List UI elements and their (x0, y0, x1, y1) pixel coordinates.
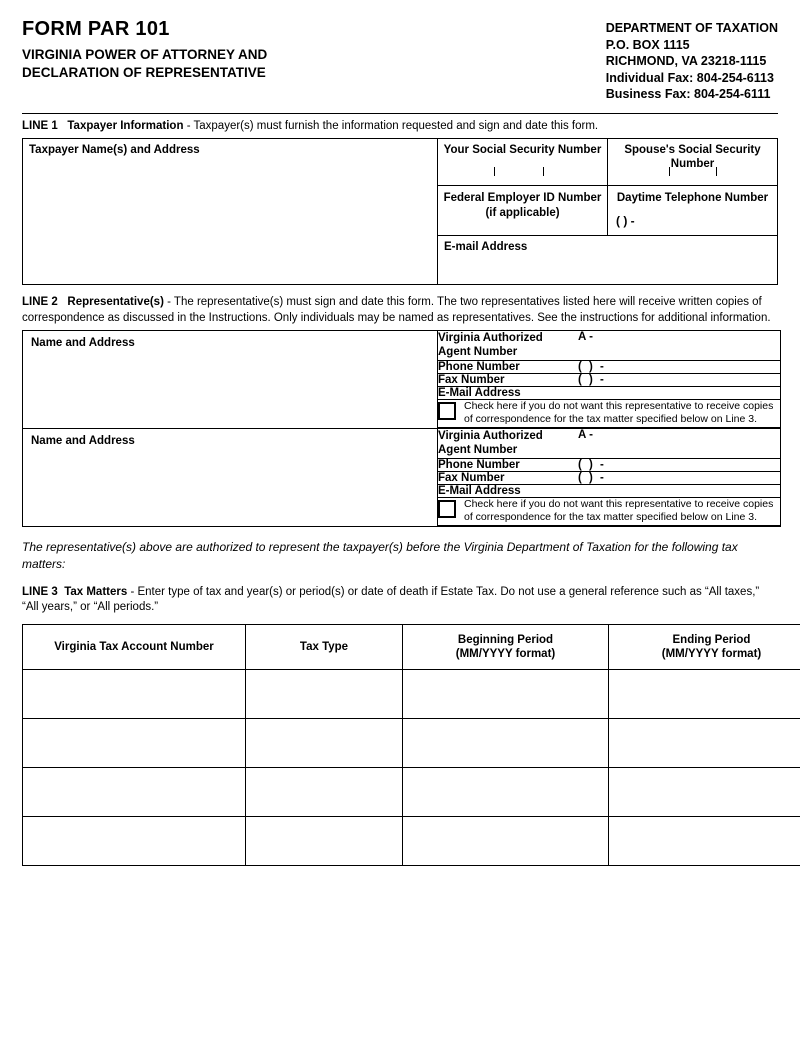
cell-tax-type[interactable] (246, 670, 403, 719)
column-header-ending-period-line2: (MM/YYYY format) (661, 648, 762, 661)
rep1-optout-text: Check here if you do not want this representative to receive copies of correspondence for the tax matter specified below on Line 3. (464, 399, 774, 426)
rep1-agent-label-line2: Agent Number (438, 346, 518, 359)
line1-heading-bold: Taxpayer Information (67, 119, 184, 132)
form-title-line-2: DECLARATION OF REPRESENTATIVE (22, 65, 266, 81)
line2-label: LINE 2 (22, 296, 58, 309)
cell-beginning-period[interactable] (403, 768, 609, 817)
form-number: FORM PAR 101 (22, 18, 170, 40)
column-header-beginning-period (403, 624, 609, 670)
cell-tax-type[interactable] (246, 768, 403, 817)
rep2-optout-cell[interactable] (438, 497, 780, 525)
column-header-account-number-line1: Virginia Tax Account Number (54, 640, 214, 653)
line1-heading-rest: - Taxpayer(s) must furnish the information requested and sign and date this form. (186, 119, 599, 132)
rep2-optout-checkbox[interactable] (438, 500, 456, 518)
cell-ending-period[interactable] (609, 670, 800, 719)
line2-heading-rest: - The representative(s) must sign and date this form. The two representatives listed here will receive written copies of correspondence as discussed in the Instructions. Only individuals may be named as representatives. See the instructions for additional information. (22, 296, 771, 324)
rep1-details-table (438, 331, 780, 428)
rep2-name-address-label: Name and Address (31, 435, 135, 448)
rep1-optout-checkbox[interactable] (438, 402, 456, 420)
rep1-agent-label-line1: Virginia Authorized (438, 332, 543, 345)
line3-heading-rest: - Enter type of tax and year(s) or period(s) or date of death if Estate Tax. Do not use a general reference such as “All taxes,” “All years,” or “All periods.” (22, 585, 760, 614)
form-title-block (22, 18, 267, 82)
cell-ending-period[interactable] (609, 817, 800, 866)
department-po-box: P.O. BOX 1115 (605, 37, 690, 52)
cell-account-number[interactable] (23, 768, 246, 817)
authorization-paragraph: The representative(s) above are authorized to represent the taxpayer(s) before the Virginia Department of Taxation for the following tax matters: (22, 540, 738, 571)
rep2-phone-field[interactable]: ( ) - (578, 458, 780, 471)
rep2-agent-label-line2: Agent Number (438, 444, 518, 457)
department-business-fax: Business Fax: 804-254-6111 (605, 87, 771, 101)
cell-beginning-period[interactable] (403, 670, 609, 719)
cell-beginning-period[interactable] (403, 719, 609, 768)
line2-heading (22, 295, 778, 326)
spouse-ssn-cell[interactable] (608, 139, 778, 186)
representative-row (23, 331, 781, 429)
taxpayer-name-address-label: Taxpayer Name(s) and Address (29, 144, 200, 157)
rep1-agent-number-label (438, 331, 578, 360)
rep1-name-address-label: Name and Address (31, 337, 135, 350)
email-address-cell[interactable] (438, 235, 778, 284)
rep2-agent-number-field[interactable]: A - (578, 429, 780, 458)
cell-account-number[interactable] (23, 670, 246, 719)
rep1-phone-field[interactable]: ( ) - (578, 360, 780, 373)
cell-account-number[interactable] (23, 719, 246, 768)
department-city-state-zip: RICHMOND, VA 23218-1115 (605, 54, 767, 68)
column-header-beginning-period-line1: Beginning Period (457, 633, 554, 646)
rep2-agent-label-line1: Virginia Authorized (438, 430, 543, 443)
daytime-phone-mask: ( ) - (616, 213, 635, 228)
cell-ending-period[interactable] (609, 719, 800, 768)
table-row (23, 817, 800, 866)
line3-label: LINE 3 (22, 585, 58, 598)
fein-label-line2: (if applicable) (485, 206, 560, 219)
column-header-ending-period (609, 624, 800, 670)
line2-table (22, 330, 781, 527)
department-individual-fax: Individual Fax: 804-254-6113 (605, 70, 774, 85)
column-header-tax-type-line1: Tax Type (299, 640, 349, 653)
daytime-phone-label: Daytime Telephone Number (616, 192, 769, 205)
cell-ending-period[interactable] (609, 768, 800, 817)
rep2-email-field[interactable] (578, 484, 780, 497)
rep1-details-cell (438, 331, 781, 429)
cell-tax-type[interactable] (246, 817, 403, 866)
daytime-phone-cell[interactable] (608, 186, 778, 235)
rep2-agent-number-label (438, 429, 578, 458)
rep2-details-cell (438, 429, 781, 527)
your-ssn-cell[interactable] (438, 139, 608, 186)
rep1-fax-field[interactable]: ( ) - (578, 373, 780, 386)
table-header-row (23, 624, 800, 670)
rep1-phone-label: Phone Number (438, 360, 578, 373)
your-ssn-separators (438, 167, 607, 177)
cell-account-number[interactable] (23, 817, 246, 866)
fein-label-line1: Federal Employer ID Number (443, 192, 602, 205)
rep1-name-address-cell[interactable] (23, 331, 438, 429)
line1-table (22, 138, 778, 285)
line3-heading-bold: Tax Matters (64, 585, 128, 598)
line2-heading-bold: Representative(s) (67, 296, 164, 309)
department-address-block (606, 18, 778, 103)
fein-label (438, 186, 607, 220)
table-row (23, 670, 800, 719)
table-row (23, 768, 800, 817)
rep2-fax-field[interactable]: ( ) - (578, 471, 780, 484)
rep2-fax-label: Fax Number (438, 471, 578, 484)
rep2-email-label: E-Mail Address (438, 484, 578, 497)
email-address-label: E-mail Address (444, 240, 528, 253)
rep1-email-field[interactable] (578, 386, 780, 399)
your-ssn-label: Your Social Security Number (443, 144, 602, 157)
rep2-optout-text: Check here if you do not want this representative to receive copies of correspondence for the tax matter specified below on Line 3. (464, 497, 774, 524)
column-header-ending-period-line1: Ending Period (672, 633, 751, 646)
fein-cell[interactable] (438, 186, 608, 235)
form-header (22, 18, 778, 103)
rep2-name-address-cell[interactable] (23, 429, 438, 527)
rep1-fax-label: Fax Number (438, 373, 578, 386)
rep1-agent-number-field[interactable]: A - (578, 331, 780, 360)
line1-heading (22, 119, 778, 135)
representative-row (23, 429, 781, 527)
table-row (23, 719, 800, 768)
column-header-tax-type (246, 624, 403, 670)
line3-heading (22, 585, 778, 616)
column-header-beginning-period-line2: (MM/YYYY format) (455, 648, 556, 661)
column-header-account-number (23, 624, 246, 670)
line3-table (22, 624, 800, 867)
spouse-ssn-label-line2: Number (670, 157, 715, 170)
department-name: DEPARTMENT OF TAXATION (605, 21, 778, 35)
spouse-ssn-label-line1: Spouse's Social Security (624, 144, 761, 157)
rep1-optout-cell[interactable] (438, 399, 780, 427)
line1-label: LINE 1 (22, 119, 58, 132)
rep2-phone-label: Phone Number (438, 458, 578, 471)
spouse-ssn-separators (608, 167, 777, 177)
form-title-line-1: VIRGINIA POWER OF ATTORNEY AND (22, 47, 268, 62)
cell-tax-type[interactable] (246, 719, 403, 768)
rep1-email-label: E-Mail Address (438, 386, 578, 399)
rep2-details-table (438, 429, 780, 526)
taxpayer-name-address-cell[interactable] (23, 139, 438, 285)
cell-beginning-period[interactable] (403, 817, 609, 866)
header-divider (22, 113, 778, 114)
